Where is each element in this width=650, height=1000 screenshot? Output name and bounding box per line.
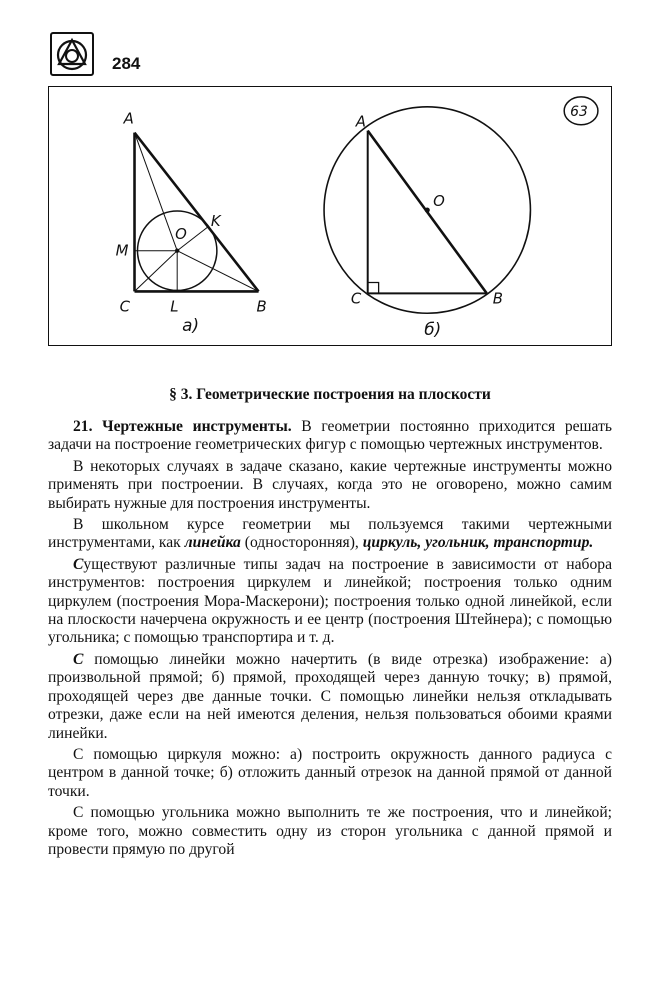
- label-b-C: C: [350, 289, 362, 308]
- figure-number: 63: [570, 103, 588, 120]
- body-text: [48, 418, 612, 862]
- label-a-C: C: [119, 297, 131, 316]
- page-number: 284: [112, 54, 141, 73]
- figure-drawing: [49, 87, 611, 345]
- paragraph-5: С помощью линейки можно начертить (в виде отрезка) изображение: а) произвольной прямой; б) прямой, проходящей через данную точку; в) прямой, проходящей через две данные точки. С помощью линейки нельзя откладывать отрезки, даже если на ней имеются деления, нельзя пользоваться обоими краями линейки.: [48, 650, 612, 742]
- label-b-B: B: [492, 289, 503, 308]
- paragraph-4: Существуют различные типы задач на построение в зависимости от набора инструментов: построения циркулем и линейкой; построения только одним циркулем (построения Мора-Маскерони); построения только одной линейкой, если на плоскости начерчена окружность и ее центр (построения Штейнера); с помощью угольника; с помощью транспортира и т. д.: [48, 555, 612, 647]
- caption-a: а): [182, 315, 200, 336]
- paragraph-3: В школьном курсе геометрии мы пользуемся такими чертежными инструментами, как линейка (односторонняя), циркуль, угольник, транспортир.: [48, 516, 612, 552]
- figure-63: [48, 86, 612, 346]
- label-a-O: O: [175, 224, 187, 243]
- paragraph-1: 21. Чертежные инструменты. В геометрии постоянно приходится решать задачи на построение геометрических фигур с помощью чертежных инструментов.: [48, 418, 612, 454]
- label-a-B: B: [256, 297, 267, 316]
- figure-a-triangle: [135, 133, 259, 292]
- label-a-A: A: [123, 109, 134, 128]
- label-a-K: K: [210, 211, 221, 230]
- caption-b: б): [424, 319, 442, 340]
- label-b-O: O: [433, 192, 445, 211]
- triangle-circle-logo-icon: [50, 32, 94, 76]
- paragraph-heading: 21. Чертежные инструменты.: [73, 418, 292, 435]
- label-b-A: A: [355, 112, 366, 131]
- label-a-M: M: [115, 241, 129, 260]
- paragraph-6: С помощью циркуля можно: а) построить окружность данного радиуса с центром в данной точке; б) отложить данный отрезок на данной прямой от данной точки.: [48, 745, 612, 800]
- paragraph-2: В некоторых случаях в задаче сказано, какие чертежные инструменты можно применять при построении. В случаях, когда это не оговорено, можно самим выбирать нужные для построения инструменты.: [48, 457, 612, 512]
- section-title: § 3. Геометрические построения на плоскости: [169, 386, 491, 403]
- label-a-L: L: [170, 297, 179, 316]
- figure-b-circle: [324, 107, 530, 313]
- paragraph-7: С помощью угольника можно выполнить те же построения, что и линейкой; кроме того, можно совместить одну из сторон угольника с данной прямой и провести прямую по другой: [48, 804, 612, 858]
